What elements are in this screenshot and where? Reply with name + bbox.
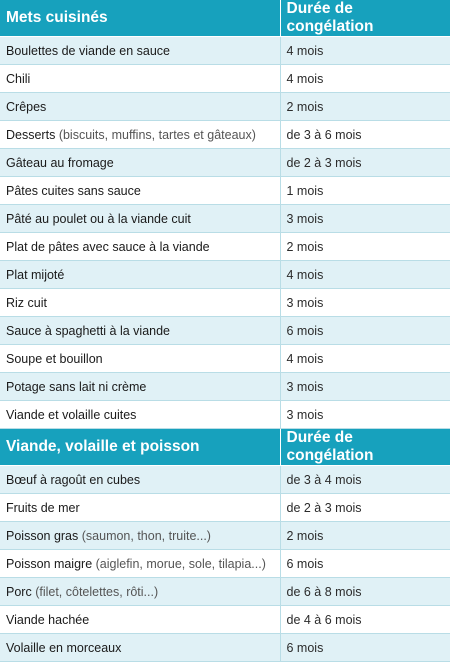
food-name: Plat de pâtes avec sauce à la viande	[6, 239, 210, 254]
duration-cell: de 3 à 4 mois	[280, 466, 450, 494]
food-cell	[0, 466, 280, 494]
duration-cell: de 6 à 8 mois	[280, 578, 450, 606]
food-note: (saumon, thon, truite...)	[81, 528, 211, 543]
food-cell	[0, 550, 280, 578]
food-name: Riz cuit	[6, 295, 47, 310]
table-row	[0, 121, 450, 149]
food-name: Poisson gras	[6, 528, 79, 543]
table-row	[0, 494, 450, 522]
table-row	[0, 606, 450, 634]
table-row	[0, 93, 450, 121]
food-cell	[0, 93, 280, 121]
duration-column-header: Durée de congélation	[280, 0, 450, 37]
food-name: Poisson maigre	[6, 556, 93, 571]
section-title: Viande, volaille et poisson	[0, 429, 280, 466]
duration-cell: de 4 à 6 mois	[280, 606, 450, 634]
food-name: Desserts	[6, 127, 56, 142]
food-cell	[0, 149, 280, 177]
duration-cell: 4 mois	[280, 261, 450, 289]
table-row	[0, 373, 450, 401]
food-note: (aiglefin, morue, sole, tilapia...)	[95, 556, 266, 571]
food-cell	[0, 522, 280, 550]
duration-cell: de 3 à 6 mois	[280, 121, 450, 149]
table-row	[0, 317, 450, 345]
food-cell	[0, 317, 280, 345]
duration-cell: 4 mois	[280, 65, 450, 93]
table-row	[0, 37, 450, 65]
food-name: Pâtes cuites sans sauce	[6, 183, 141, 198]
food-cell	[0, 345, 280, 373]
table-row	[0, 289, 450, 317]
food-name: Viande hachée	[6, 612, 90, 627]
duration-cell: 1 mois	[280, 177, 450, 205]
food-name: Potage sans lait ni crème	[6, 379, 147, 394]
duration-column-header: Durée de congélation	[280, 429, 450, 466]
food-cell	[0, 121, 280, 149]
table-row	[0, 345, 450, 373]
table-row	[0, 233, 450, 261]
table-row	[0, 261, 450, 289]
food-cell	[0, 494, 280, 522]
duration-cell: 6 mois	[280, 550, 450, 578]
food-cell	[0, 37, 280, 65]
duration-cell: 3 mois	[280, 205, 450, 233]
food-cell	[0, 289, 280, 317]
table-row	[0, 578, 450, 606]
table-row	[0, 205, 450, 233]
food-name: Volaille en morceaux	[6, 640, 122, 655]
food-cell	[0, 65, 280, 93]
duration-cell: 3 mois	[280, 289, 450, 317]
food-name: Viande et volaille cuites	[6, 407, 137, 422]
food-name: Soupe et bouillon	[6, 351, 103, 366]
food-name: Chili	[6, 71, 31, 86]
food-name: Plat mijoté	[6, 267, 65, 282]
section-title: Mets cuisinés	[0, 0, 280, 37]
table-row	[0, 65, 450, 93]
food-note: (filet, côtelettes, rôti...)	[35, 584, 159, 599]
food-cell	[0, 177, 280, 205]
table-row	[0, 177, 450, 205]
table-row	[0, 522, 450, 550]
food-name: Porc	[6, 584, 32, 599]
duration-cell: de 2 à 3 mois	[280, 149, 450, 177]
food-name: Pâté au poulet ou à la viande cuit	[6, 211, 191, 226]
duration-cell: 3 mois	[280, 373, 450, 401]
food-note: (biscuits, muffins, tartes et gâteaux)	[58, 127, 256, 142]
duration-cell: 2 mois	[280, 233, 450, 261]
duration-cell: de 2 à 3 mois	[280, 494, 450, 522]
food-name: Sauce à spaghetti à la viande	[6, 323, 171, 338]
duration-cell: 6 mois	[280, 317, 450, 345]
food-name: Bœuf à ragoût en cubes	[6, 472, 141, 487]
food-name: Gâteau au fromage	[6, 155, 114, 170]
duration-cell: 6 mois	[280, 634, 450, 662]
duration-cell: 3 mois	[280, 401, 450, 429]
duration-cell: 4 mois	[280, 37, 450, 65]
food-name: Crêpes	[6, 99, 47, 114]
table-row	[0, 149, 450, 177]
table-row	[0, 466, 450, 494]
table-row	[0, 401, 450, 429]
food-name: Fruits de mer	[6, 500, 80, 515]
food-cell	[0, 578, 280, 606]
food-cell	[0, 261, 280, 289]
section-header-row	[0, 0, 450, 37]
food-cell	[0, 233, 280, 261]
food-cell	[0, 373, 280, 401]
table-row	[0, 550, 450, 578]
duration-cell: 2 mois	[280, 93, 450, 121]
duration-cell: 4 mois	[280, 345, 450, 373]
food-cell	[0, 401, 280, 429]
duration-cell: 2 mois	[280, 522, 450, 550]
section-header-row	[0, 429, 450, 466]
food-name: Boulettes de viande en sauce	[6, 43, 171, 58]
food-cell	[0, 606, 280, 634]
food-cell	[0, 205, 280, 233]
